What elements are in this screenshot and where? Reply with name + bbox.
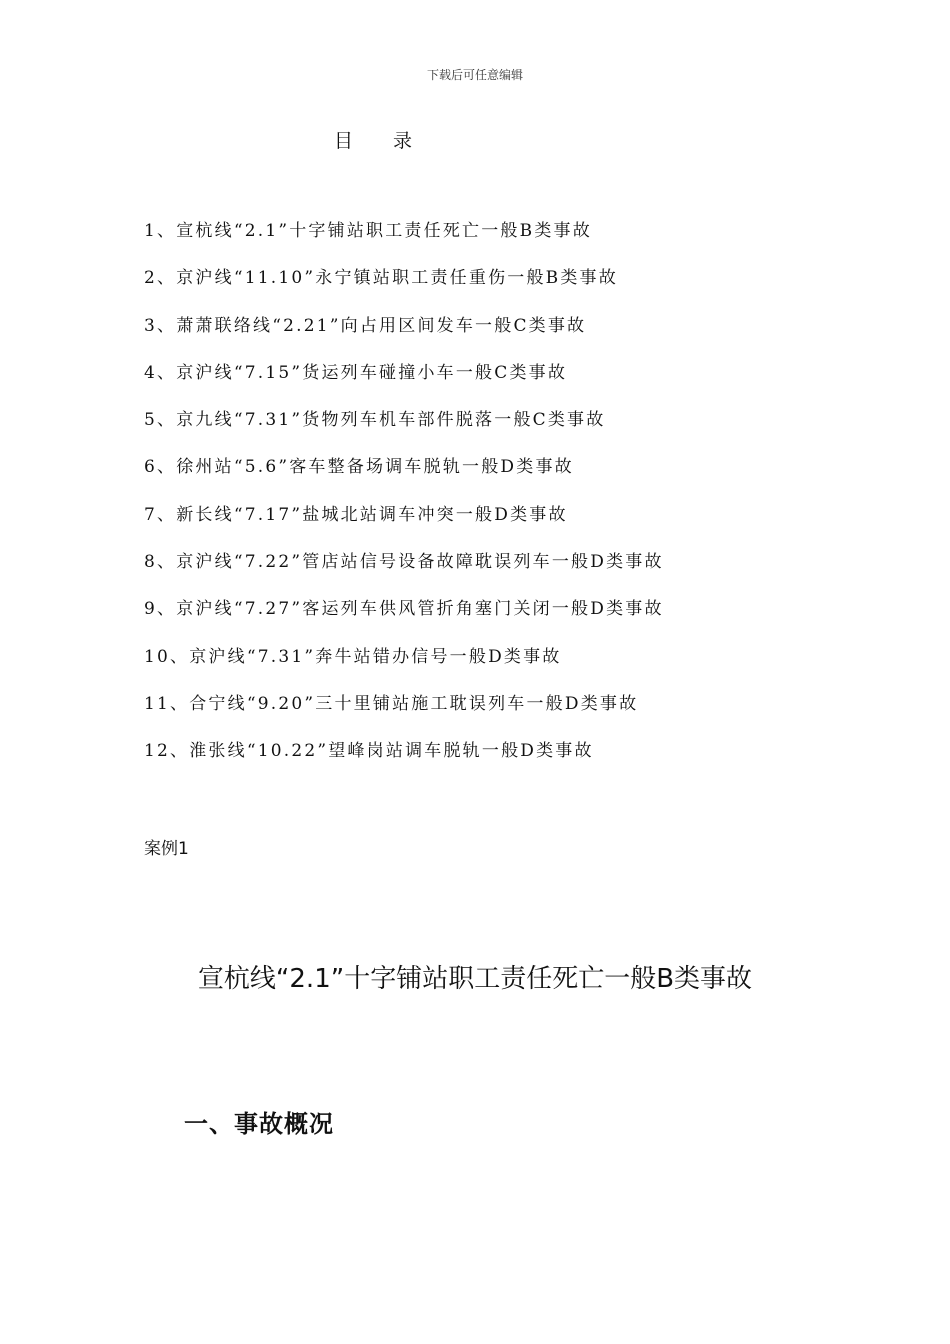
toc-item: 7、新长线“7.17”盐城北站调车冲突一般D类事故 (144, 504, 568, 525)
toc-item: 12、淮张线“10.22”望峰岗站调车脱轨一般D类事故 (144, 741, 594, 762)
case-label: 案例1 (144, 839, 189, 859)
case-title: 宣杭线“2.1”十字铺站职工责任死亡一般B类事故 (197, 964, 753, 994)
toc-item: 1、宣杭线“2.1”十字铺站职工责任死亡一般B类事故 (144, 221, 592, 241)
toc-item: 11、合宁线“9.20”三十里铺站施工耽误列车一般D类事故 (144, 693, 639, 714)
toc-item: 6、徐州站“5.6”客车整备场调车脱轨一般D类事故 (144, 457, 574, 478)
toc-item: 5、京九线“7.31”货物列车机车部件脱落一般C类事故 (144, 410, 606, 431)
toc-item: 8、京沪线“7.22”管店站信号设备故障耽误列车一般D类事故 (144, 552, 664, 573)
toc-item: 4、京沪线“7.15”货运列车碰撞小车一般C类事故 (144, 362, 568, 383)
toc-item: 2、京沪线“11.10”永宁镇站职工责任重伤一般B类事故 (144, 268, 618, 289)
header-note: 下载后可任意编辑 (426, 68, 523, 82)
toc-list (144, 218, 664, 786)
toc-item: 9、京沪线“7.27”客运列车供风管折角塞门关闭一般D类事故 (144, 599, 664, 620)
toc-title: 目录 (334, 130, 453, 152)
toc-item: 10、京沪线“7.31”奔牛站错办信号一般D类事故 (144, 646, 562, 667)
section-heading: 一、事故概况 (184, 1110, 334, 1138)
toc-item: 3、萧萧联络线“2.21”向占用区间发车一般C类事故 (144, 315, 587, 336)
